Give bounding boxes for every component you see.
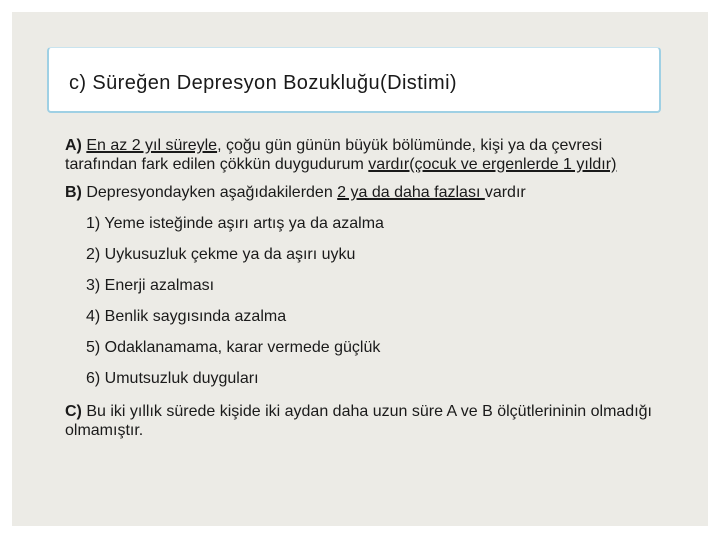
criterion-b-marker: B)	[65, 184, 82, 201]
criterion-a-underline-1: En az 2 yıl süreyle	[86, 137, 218, 154]
list-item: 3) Enerji azalması	[86, 277, 215, 294]
criterion-c-marker: C)	[65, 403, 82, 420]
criterion-b	[65, 183, 665, 202]
criterion-a-text-2: , çoğu gün günün büyük bölümünde, kişi ya da çevresi tarafından fark edilen çökkün duygudurum	[65, 137, 603, 173]
criterion-c-text: Bu iki yıllık sürede kişide iki aydan daha uzun süre A ve B ölçütlerininin olmadığı olmamıştır.	[65, 403, 652, 439]
list-item: 1) Yeme isteğinde aşırı artış ya da azalma	[86, 215, 384, 232]
criterion-a	[65, 136, 665, 174]
criterion-c	[65, 402, 665, 440]
criterion-b-text-2: vardır	[484, 184, 526, 201]
list-item: 6) Umutsuzluk duyguları	[86, 370, 259, 387]
title-box	[47, 47, 661, 113]
slide-title: c) Süreğen Depresyon Bozukluğu(Distimi)	[69, 72, 457, 94]
list-item: 2) Uykusuzluk çekme ya da aşırı uyku	[86, 246, 356, 263]
criterion-a-underline-2: vardır(çocuk ve ergenlerde 1 yıldır)	[368, 156, 617, 173]
slide-body	[65, 136, 665, 440]
list-item: 4) Benlik saygısında azalma	[86, 308, 287, 325]
criterion-b-underline-1: 2 ya da daha fazlası	[337, 184, 485, 201]
criterion-b-text-1: Depresyondayken aşağıdakilerden	[81, 184, 338, 201]
list-item: 5) Odaklanamama, karar vermede güçlük	[86, 339, 381, 356]
symptom-list	[65, 208, 665, 394]
criterion-a-marker: A)	[65, 137, 82, 154]
